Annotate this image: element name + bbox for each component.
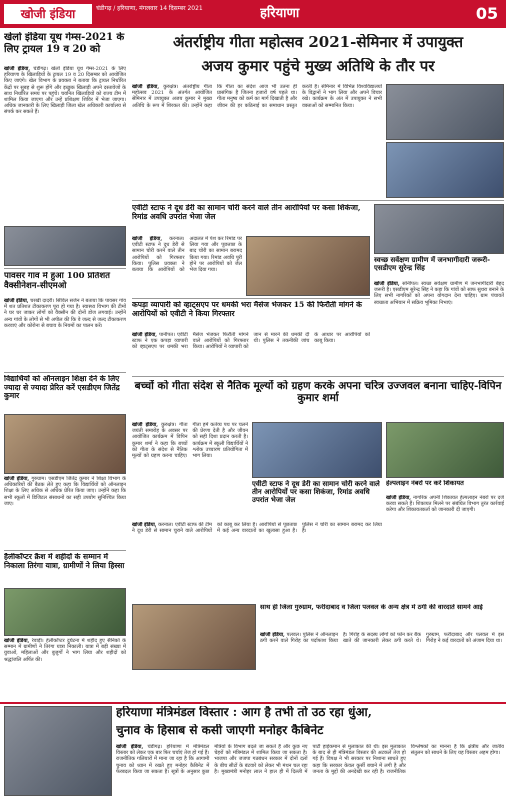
story-swachh-headline: स्वच्छ सर्वेक्षण ग्रामीण में जनभागीदारी जरूरी-एसडीएम सुरेन्द्र सिंह [374, 256, 490, 273]
story-dateline: खोजी इंडिया, [132, 422, 158, 428]
bottom-headline-line2: चुनाव के हिसाब से कसी जाएगी मनोहर कैबिनेट [116, 724, 324, 737]
story-whatsapp-ransom-headline: कपड़ा व्यापारी को व्हाट्सएप पर धमकी भरा मैसेज भेजकर 15 की फिरौती मांगने के आरोपियों को एवीटी ने किया गिरफ्तार [132, 301, 362, 318]
story-text: पानीपत। एवीटी स्टाफ ने एक कपड़ा व्यापारी को व्हाट्सएप पर धमकी भरा मैसेज भेजकर फिरौती मांगने वाले आरोपियों को गिरफ्तार किया। आरोपियों ने व्यापारी को जान से मारने की धमकी दी थी। पुलिस ने तकनीकी जांच के आधार पर आरोपियों को काबू किया। [132, 332, 370, 351]
story-text: रेवाड़ी। हेलीकॉप्टर दुर्घटना में शहीद हुए सैनिकों के सम्मान में ग्रामीणों ने तिरंगा यात्रा निकाली। यात्रा में बड़ी संख्या में युवाओं, महिलाओं और बुजुर्गों ने भाग लिया और शहीदों को श्रद्धांजलि अर्पित की। [4, 638, 126, 663]
story-text: गुरुग्राम। एसडीएम जितेंद्र कुमार ने शिक्षा विभाग के अधिकारियों की बैठक लेते हुए कहा कि विद्यार्थियों को ऑनलाइन शिक्षा के लिए अधिक से अधिक प्रेरित किया जाए। उन्होंने कहा कि सभी स्कूलों में डिजिटल संसाधनों का सही उपयोग सुनिश्चित किया जाए। [4, 476, 126, 507]
story-dairy-theft-2-body [132, 522, 382, 602]
divider [4, 268, 126, 269]
story-whatsapp-ransom-body [132, 332, 370, 374]
story-swachh-body [374, 281, 504, 374]
photo-police-press [132, 604, 256, 670]
story-text: करनाल। एवीटी स्टाफ ने दूध डेरी से सामान चोरी करने वाले तीन आरोपियों को गिरफ्तार किया। पुलिस प्रवक्ता ने बताया कि आरोपियों को अदालत में पेश कर रिमांड पर लिया गया और पूछताछ के बाद चोरी का सामान बरामद किया गया। रिमांड अवधि पूरी होने पर आरोपियों को जेल भेज दिया गया। [132, 236, 242, 274]
story-dateline: खोजी इंडिया, [374, 281, 400, 287]
story-dateline: खोजी इंडिया, [116, 744, 144, 750]
story-fraud-body [260, 632, 504, 700]
bottom-story-body [116, 744, 504, 798]
lead-story-body [132, 84, 382, 198]
story-text: चंडीगढ़। खेलो इंडिया यूथ गेम्स-2021 के लिए हरियाणा के खिलाड़ियों के ट्रायल 19 व 20 दिसम्बर को आयोजित किए जाएंगे। खेल विभाग के प्रवक्ता ने बताया कि ट्रायल निर्धारित केंद्रों पर सुबह से शुरू होंगे और इच्छुक खिलाड़ी अपने दस्तावेजों के साथ निर्धारित समय पर पहुंचें। चयनित खिलाड़ियों को राज्य टीम में शामिल किया जाएगा और उन्हें प्रशिक्षण शिविर में भेजा जाएगा। अधिक जानकारी के लिए खिलाड़ी जिला खेल अधिकारी कार्यालय से संपर्क कर सकते हैं। [4, 66, 126, 116]
story-dateline: खोजी इंडिया, [4, 298, 29, 304]
newspaper-logo: खोजी इंडिया [4, 4, 92, 24]
lead-headline-line2: अजय कुमार पहुंचे मुख्य अतिथि के तौर पर [201, 58, 435, 75]
story-online-education-body [4, 476, 126, 548]
story-tiranga-yatra-body [4, 638, 126, 700]
story-text: चंडीगढ़। हरियाणा में मंत्रिमंडल विस्तार को लेकर एक बार फिर चर्चाएं तेज हो गई हैं। राजनीतिक गलियारों में माना जा रहा है कि आगामी चुनाव को ध्यान में रखते हुए मनोहर कैबिनेट में फेरबदल किया जा सकता है। सूत्रों के अनुसार कुछ मंत्रियों के विभाग बदले जा सकते हैं और कुछ नए चेहरों को मंत्रिमंडल में शामिल किया जा सकता है। भाजपा और जजपा गठबंधन सरकार में दोनों दलों के बीच सीटों के बंटवारे को लेकर भी मंथन चल रहा है। मुख्यमंत्री मनोहर लाल ने हाल ही में दिल्ली में पार्टी हाईकमान से मुलाकात की थी। इस मुलाकात के बाद से ही मंत्रिमंडल विस्तार की अटकलें तेज हो गई हैं। विपक्ष ने भी सरकार पर निशाना साधते हुए कहा कि सरकार केवल कुर्सी बचाने में लगी है और जनता के मुद्दों की अनदेखी कर रही है। राजनीतिक विश्लेषकों का मानना है कि क्षेत्रीय और जातीय संतुलन को साधने के लिए यह विस्तार अहम होगा। [116, 744, 504, 775]
story-dairy-theft-headline: एवीटी स्टाफ ने दूध डेरी का सामान चोरी करने वाले तीन आरोपियों पर कसा शिकंजा, रिमांड अवधि उपरांत भेजा जेल [132, 204, 361, 221]
divider [132, 376, 504, 377]
divider [4, 372, 126, 373]
story-dairy-theft-body [132, 236, 242, 296]
story-dateline: खोजी इंडिया, [4, 66, 31, 72]
story-text: सोनीपत। स्वच्छ सर्वेक्षण ग्रामीण में जनभागीदारी बेहद जरूरी है। एसडीएम सुरेन्द्र सिंह ने कहा कि गांवों को साफ सुथरा बनाने के लिए सभी नागरिकों को अपना योगदान देना चाहिए। ग्राम पंचायतें स्वच्छता अभियान में सक्रिय भूमिका निभाएं। [374, 281, 504, 306]
story-dateline: खोजी इंडिया, [132, 522, 157, 528]
story-fraud-headline: साथ ही जिला गुरुग्राम, फरीदाबाद व जिला पलवल के अन्य क्षेत्र में ठगी की वारदातें सामने आई [260, 604, 483, 611]
story-helpline-body [386, 495, 504, 595]
photo-khelo-india [4, 226, 126, 266]
divider [132, 298, 370, 299]
story-text: करनाल। एवीटी स्टाफ की टीम ने दूध डेरी से सामान चुराने वाले आरोपियों को काबू कर लिया है। आरोपियों से पूछताछ में कई अन्य वारदातों का खुलासा हुआ है। पुलिस ने चोरी का सामान बरामद कर लिया है। [132, 522, 382, 535]
story-helpline-headline: हेल्पलाइन नंबरों पर करें शिकायत [386, 480, 464, 487]
story-text: चरखी दादरी। सिविल सर्जन ने बताया कि पावसर गांव में शत प्रतिशत टीकाकरण पूरा हो गया है। स्वास्थ्य विभाग की टीमों ने घर घर जाकर लोगों को वैक्सीन की दोनों डोज लगवाई। उन्होंने अन्य गांवों के लोगों से भी अपील की कि वे जल्द से जल्द टीकाकरण करवाएं और कोरोना से बचाव के नियमों का पालन करें। [4, 298, 126, 329]
masthead-info: चंडीगढ़ / हरियाणा, मंगलवार 14 दिसम्बर 2021 [96, 5, 203, 12]
section-title: हरियाणा [260, 6, 300, 21]
story-khelo-india-body [4, 66, 126, 224]
photo-swachh-survey [374, 204, 504, 254]
photo-seminar-audience [386, 142, 504, 198]
story-pawsar-body [4, 298, 126, 370]
photo-gita-event [252, 422, 382, 478]
photo-seminar-stage [386, 84, 504, 140]
lead-headline-line1: अंतर्राष्ट्रीय गीता महोत्सव 2021-सेमिनार में उपायुक्त [172, 34, 464, 51]
story-text: कुरुक्षेत्र। अंतर्राष्ट्रीय गीता महोत्सव 2021 के अंतर्गत आयोजित सेमिनार में उपायुक्त अजय कुमार ने मुख्य अतिथि के रूप में शिरकत की। उन्होंने कहा कि गीता का संदेश आज भी उतना ही प्रासंगिक है जितना हजारों वर्ष पहले था। गीता मनुष्य को कर्म का मार्ग दिखाती है और जीवन की हर कठिनाई का समाधान प्रस्तुत करती है। सेमिनार में विभिन्न विश्वविद्यालयों के विद्वानों ने भाग लिया और अपने विचार रखे। कार्यक्रम के अंत में उपायुक्त ने सभी वक्ताओं को सम्मानित किया। [132, 84, 382, 109]
photo-accused [246, 236, 370, 296]
divider [132, 200, 504, 201]
story-khelo-india-headline: खेलो इंडिया यूथ गेम्स-2021 के लिए ट्रायल 19 व 20 को [4, 32, 125, 55]
story-pawsar-headline: पावसर गांव में हुआ 100 प्रतिशत वैक्सीनेशन-सीएमओ [4, 272, 111, 291]
story-dateline: खोजी इंडिया, [4, 638, 30, 644]
story-tiranga-yatra-headline: हैलीकॉप्टर क्रैश में शहीदों के सम्मान में निकाला तिरंगा यात्रा, ग्रामीणों ने लिया हिस्सा [4, 553, 125, 570]
story-dairy-theft-2-headline: एवीटी स्टाफ ने दूध डेरी का सामान चोरी करने वाले तीन आरोपियों पर कसा शिकंजा, रिमांड अवधि उपरांत भेजा जेल [252, 480, 380, 505]
story-text: नागरिक अपनी शिकायत हेल्पलाइन नंबरों पर दर्ज करवा सकते हैं। शिकायत मिलने पर संबंधित विभाग तुरंत कार्रवाई करेगा और शिकायतकर्ता को जानकारी दी जाएगी। [386, 495, 504, 514]
story-gita-children-headline: बच्चों को गीता संदेश से नैतिक मूल्यों को ग्रहण करके अपना चरित्र उज्जवल बनाना चाहिए-विपिन कुमार शर्मा [134, 380, 502, 405]
story-dateline: खोजी इंडिया, [260, 632, 285, 638]
story-dateline: खोजी इंडिया, [132, 332, 158, 338]
story-dateline: खोजी इंडिया, [4, 476, 30, 482]
photo-helpline [386, 422, 504, 478]
story-text: पलवल। पुलिस ने ऑनलाइन ठगी करने वाले गिरोह का पर्दाफाश किया है। गिरोह के सदस्य लोगों को फोन कर बैंक खाते की जानकारी लेकर ठगी करते थे। गुरुग्राम, फरीदाबाद और पलवल में इस गिरोह ने कई वारदातों को अंजाम दिया था। [260, 632, 504, 645]
story-gita-children-body [132, 422, 248, 518]
story-online-education-headline: विद्यार्थियों को ऑनलाइन शिक्षा देने के लिए ज्यादा से ज्यादा प्रेरित करें एसडीएम जितेंद्र कुमार [4, 375, 120, 401]
photo-tiranga-yatra [4, 588, 126, 636]
story-text: कुरुक्षेत्र। गीता जयंती समारोह के अवसर पर आयोजित कार्यक्रम में विपिन कुमार शर्मा ने कहा कि बच्चों को गीता के संदेश से नैतिक मूल्यों को ग्रहण करना चाहिए। गीता हमें कर्तव्य पथ पर चलने की प्रेरणा देती है और जीवन को सही दिशा प्रदान करती है। कार्यक्रम में स्कूली विद्यार्थियों ने श्लोक उच्चारण प्रतियोगिता में भाग लिया। [132, 422, 248, 460]
photo-sdm-meeting [4, 414, 126, 474]
story-dateline: खोजी इंडिया, [132, 84, 160, 90]
divider [0, 702, 506, 704]
page-number: 05 [475, 4, 499, 23]
bottom-headline-line1: हरियाणा मंत्रिमंडल विस्तार : आग है तभी तो उठ रहा धुंआ, [116, 706, 372, 719]
story-dateline: खोजी इंडिया, [132, 236, 163, 242]
divider [4, 550, 126, 551]
photo-cabinet [4, 706, 112, 796]
story-dateline: खोजी इंडिया, [386, 495, 412, 501]
